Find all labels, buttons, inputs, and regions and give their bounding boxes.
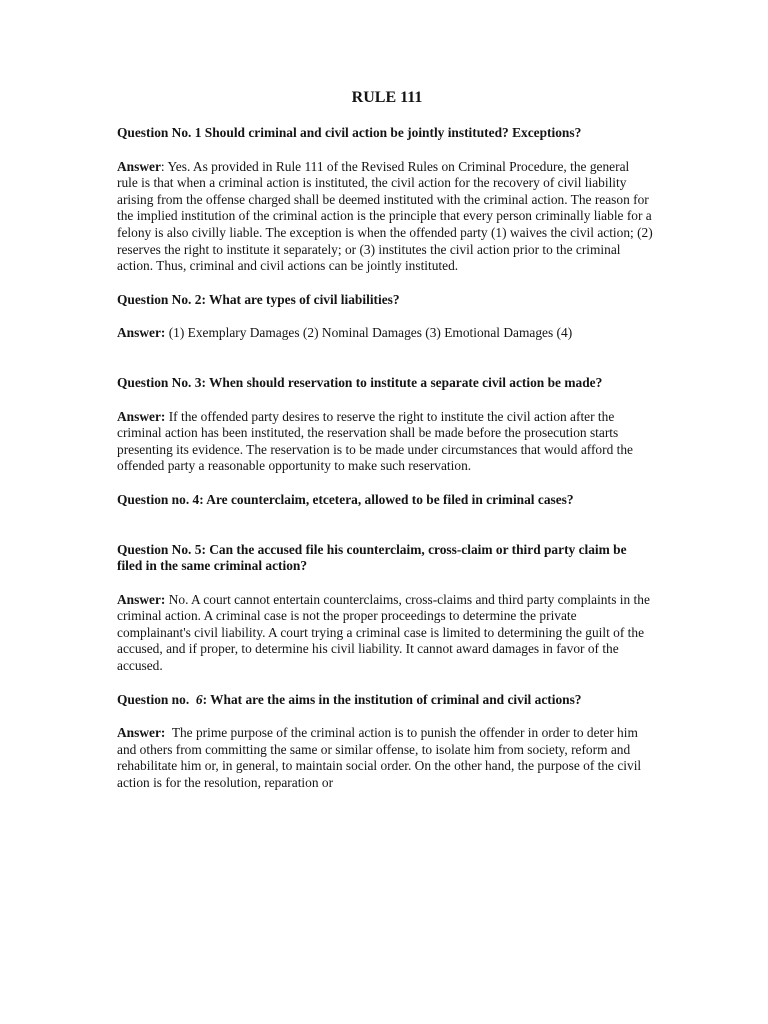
- answer-text: (1) Exemplary Damages (2) Nominal Damages (3) Emotional Damages (4): [165, 325, 573, 341]
- question-4: Question no. 4: Are counterclaim, etcetera, allowed to be filed in criminal cases?: [117, 491, 574, 507]
- document-page: [117, 88, 653, 809]
- question-6: [117, 692, 653, 709]
- answer-6: [117, 725, 653, 791]
- answer-label: Answer:: [117, 591, 166, 607]
- answer-5: [117, 592, 653, 675]
- answer-label: Answer: [117, 158, 161, 174]
- question-2: Question No. 2: What are types of civil liabilities?: [117, 291, 400, 307]
- blank-line: [117, 526, 653, 542]
- answer-label: Answer:: [117, 325, 166, 341]
- answer-2: [117, 325, 653, 342]
- question-prefix: Question no.: [117, 691, 196, 707]
- answer-text: If the offended party desires to reserve the right to institute the civil action after the criminal action has been instituted, the reservation shall be made before the prosecution starts presenting its evidence. The reservation is to be made under circumstances that would afford the offended party a reasonable opportunity to make such reservation.: [117, 408, 633, 474]
- question-5: Question No. 5: Can the accused file his counterclaim, cross-claim or third party claim be filed in the same criminal action?: [117, 541, 627, 574]
- answer-3: [117, 409, 653, 475]
- answer-text: The prime purpose of the criminal action is to punish the offender in order to deter him and others from committing the same or similar offense, to isolate him from society, reform and rehabilitate him or, in general, to maintain social order. On the other hand, the purpose of the civil action is for the resolution, reparation or: [117, 725, 645, 791]
- question-rest: : What are the aims in the institution of criminal and civil actions?: [202, 691, 582, 707]
- answer-label: Answer:: [117, 408, 166, 424]
- question-3: Question No. 3: When should reservation to institute a separate civil action be made?: [117, 374, 603, 390]
- answer-1: [117, 159, 653, 275]
- question-number: 6: [195, 691, 203, 707]
- blank-line: [117, 359, 653, 375]
- answer-text: : Yes. As provided in Rule 111 of the Revised Rules on Criminal Procedure, the general rule is that when a criminal action is instituted, the civil action for the recovery of civil liability arising from the offense charged shall be deemed instituted with the criminal action. The reason for the implied institution of the criminal action is the principle that every person criminally liable for a felony is also civilly liable. The exception is when the offended party (1) waives the civil action; (2) reserves the right to institute it separately; or (3) institutes the civil action prior to the criminal action. Thus, criminal and civil actions can be jointly instituted.: [117, 158, 653, 274]
- question-1: Question No. 1 Should criminal and civil action be jointly instituted? Exceptions?: [117, 125, 582, 140]
- document-title: RULE 111: [351, 89, 423, 106]
- answer-text: No. A court cannot entertain counterclaims, cross-claims and third party complaints in the criminal action. A criminal case is not the proper proceedings to determine the private complainant's civil liability. A court trying a criminal case is limited to determining the guilt of the accused, and if proper, to determine his civil liability. It cannot award damages in favor of the accused.: [117, 591, 650, 674]
- answer-label: Answer:: [117, 725, 166, 741]
